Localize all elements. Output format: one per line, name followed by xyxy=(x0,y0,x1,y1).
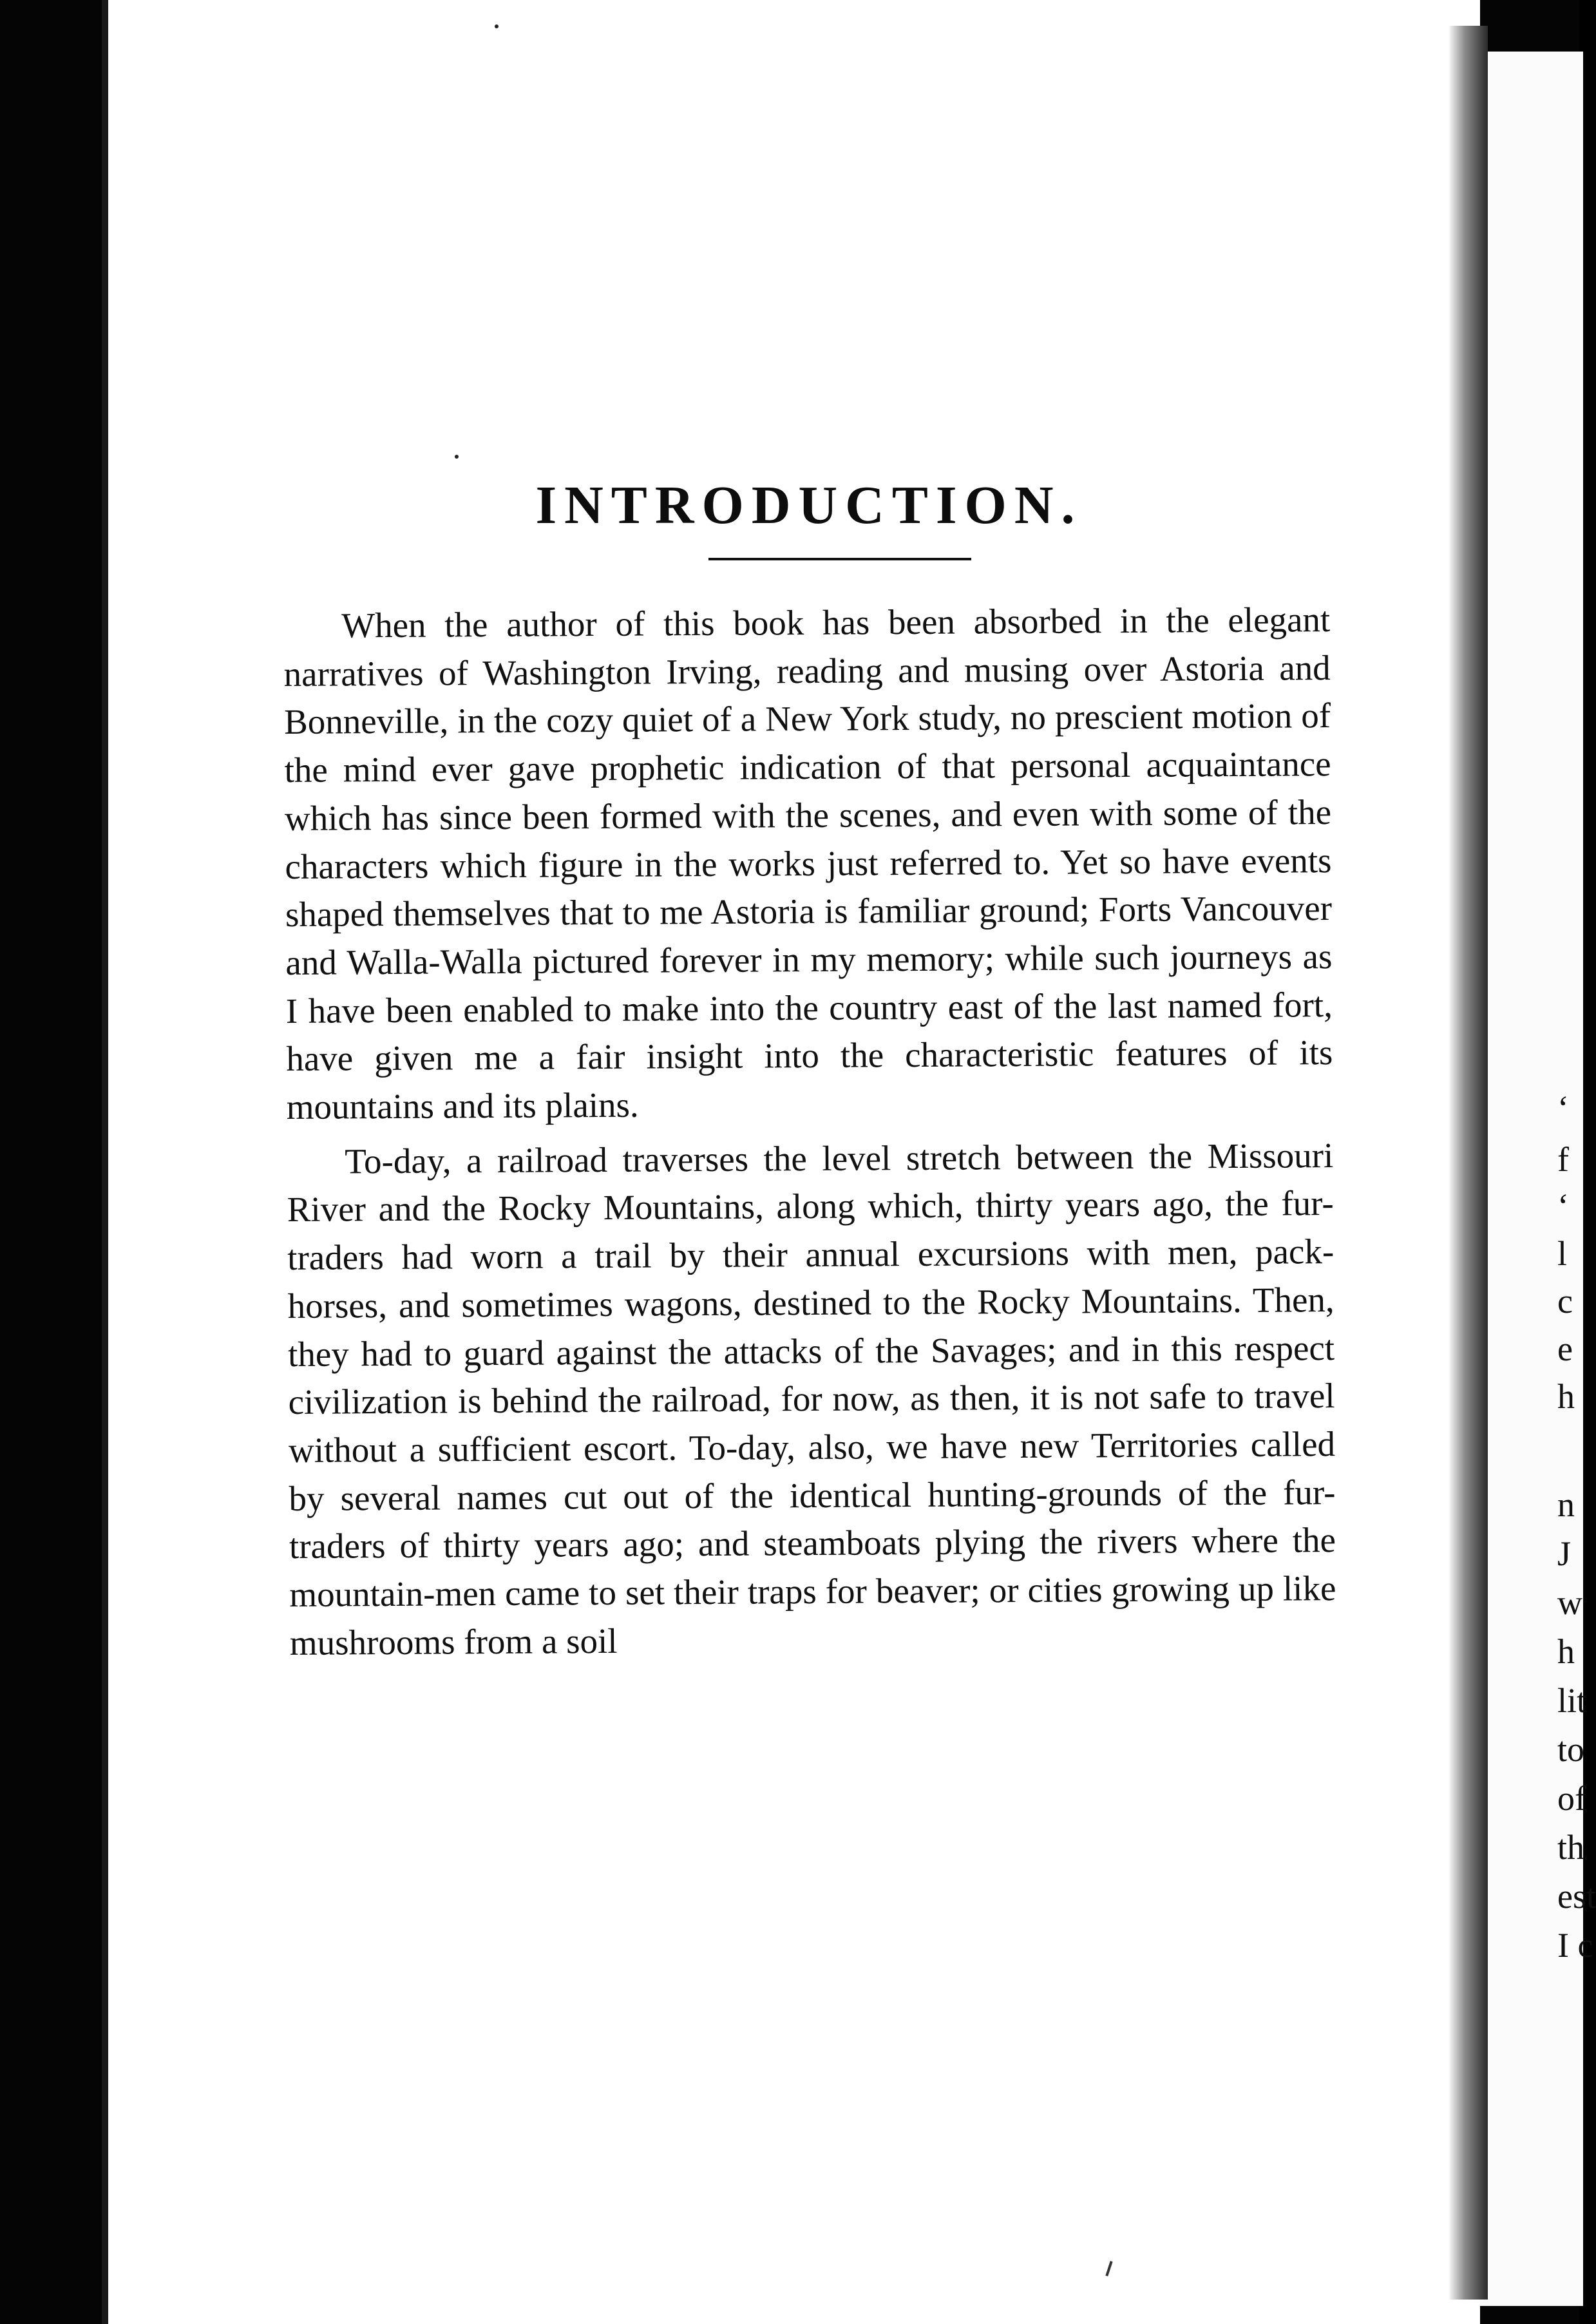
facing-page xyxy=(1480,52,1583,2306)
facing-page-fragment: I c xyxy=(1557,1926,1593,1965)
title-rule xyxy=(708,558,971,560)
facing-page-fragment: est xyxy=(1557,1877,1596,1916)
facing-page-fragment: h xyxy=(1557,1632,1575,1671)
facing-page-fragment: th xyxy=(1557,1828,1585,1867)
facing-page-fragment: h xyxy=(1557,1377,1575,1416)
facing-page-fragment: of xyxy=(1557,1779,1586,1818)
paragraph-1: When the author of this book has been absorbed in the elegant narratives of Washington Irving, reading and musing over Astoria and Bonneville, in the cozy quiet of a New York study, no prescient motion of the mind ever gave prophetic indication of that personal acquaintance which has since been formed with the scenes, and even with some of the characters which figure in the works just referred to. Yet so have events shaped themselves that to me Astoria is familiar ground; Forts Vancouver and Walla-Walla pictured forever in my memory; while such journeys as I have been enabled to make into the country east of the last named fort, have given me a fair insight into the characteristic features of its mountains and its plains. xyxy=(283,600,1333,1127)
facing-page-fragment: e xyxy=(1557,1329,1573,1368)
facing-page-fragment: l xyxy=(1557,1234,1568,1273)
page-edge-shadow xyxy=(1449,26,1488,2300)
speck xyxy=(495,24,499,28)
facing-page-fragment: to xyxy=(1557,1730,1585,1769)
facing-page-fragment: lit xyxy=(1557,1681,1587,1720)
page-title: INTRODUCTION. xyxy=(535,475,1083,536)
facing-page-fragment: n xyxy=(1557,1485,1575,1524)
paragraph-2: To-day, a railroad traverses the level stretch between the Missouri River and the Rocky Mountains, along which, thirty years ago, the fur-traders had worn a trail by their annual excursions with men, pack-horses, and sometimes wagons, destined to the Rocky Mountains. Then, they had to guard against the attacks of the Savages; and in this respect civilization is behind the railroad, for now, as then, it is not safe to travel without a sufficient escort. To-day, also, we have new Territories called by several names cut out of the identical hunting-grounds of the fur-traders of thirty years ago; and steamboats plying the rivers where the mountain-men came to set their traps for beaver; or cities growing up like mushrooms from a soil xyxy=(287,1135,1336,1662)
facing-page-fragment: ‘ xyxy=(1557,1089,1569,1127)
facing-page-fragment: ‘ xyxy=(1557,1186,1569,1225)
facing-page-fragment: f xyxy=(1557,1140,1569,1179)
facing-page-fragment: w xyxy=(1557,1583,1582,1622)
facing-page-fragment: J xyxy=(1557,1534,1572,1573)
body-text xyxy=(283,596,1336,1667)
speck xyxy=(455,455,459,459)
facing-page-fragment: c xyxy=(1557,1282,1573,1320)
